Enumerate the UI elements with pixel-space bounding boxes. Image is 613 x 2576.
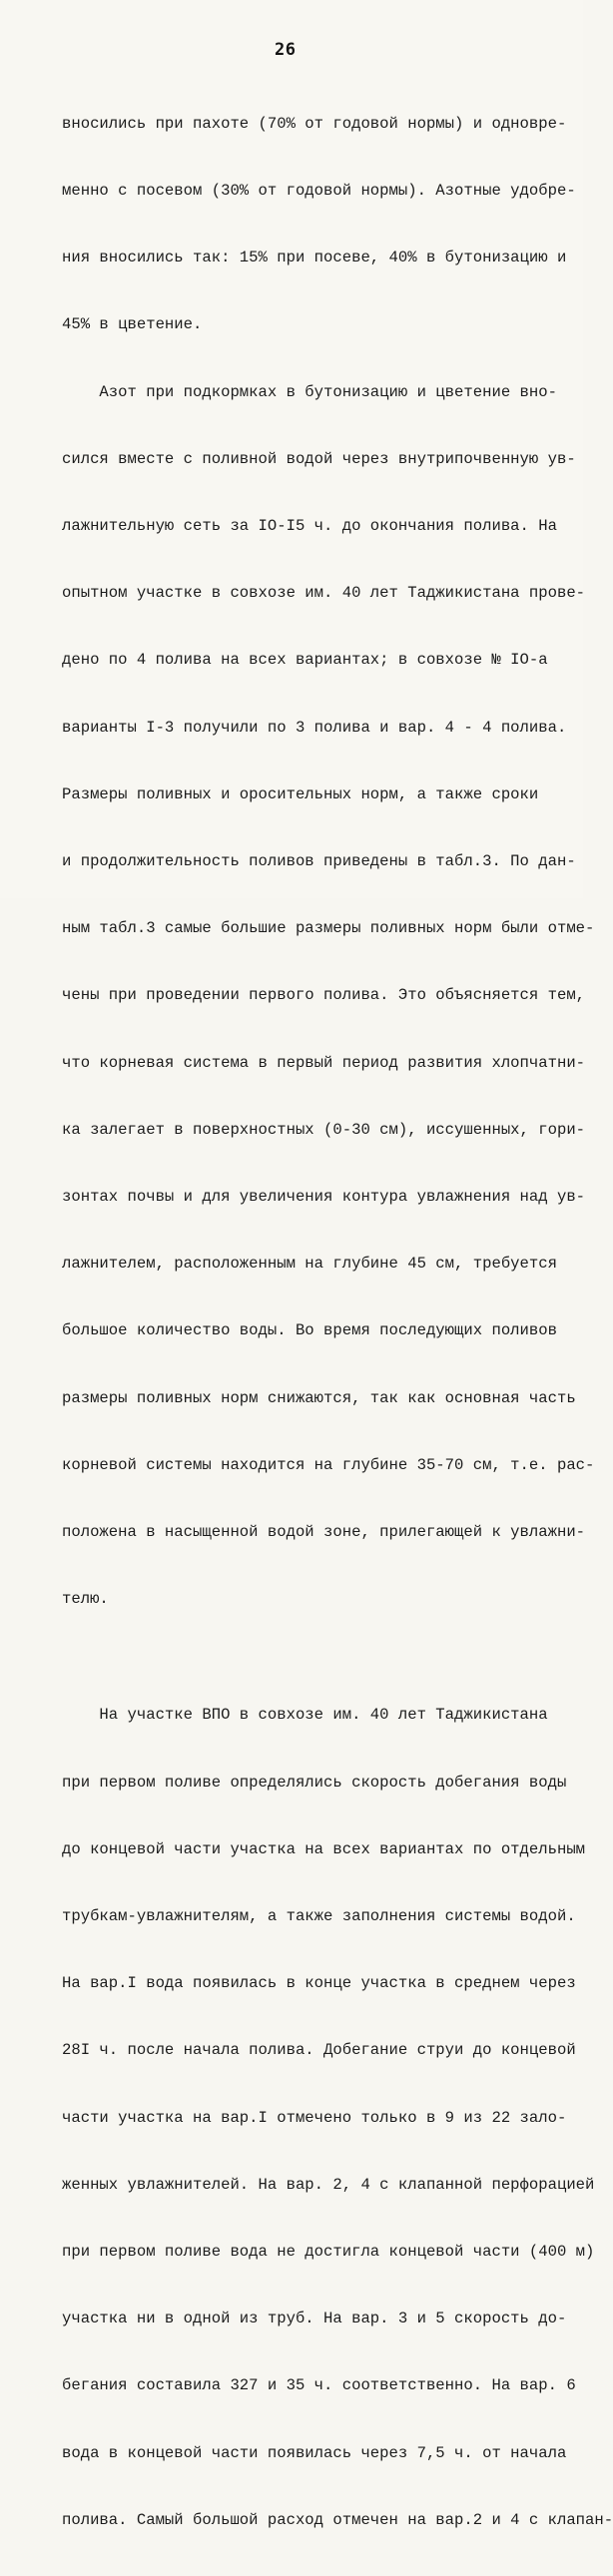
- text-line: трубкам-увлажнителям, а также заполнения системы водой.: [62, 1906, 576, 1925]
- text-line: На вар.I вода появилась в конце участка в среднем через: [62, 1974, 576, 1993]
- text-line: и продолжительность поливов приведены в табл.3. По дан-: [62, 852, 576, 871]
- text-line: 45% в цветение.: [62, 315, 203, 334]
- text-line: ным табл.3 самые большие размеры поливных норм были отме-: [62, 919, 595, 938]
- text-line: Азот при подкормках в бутонизацию и цветение вно-: [62, 382, 557, 401]
- text-line: лажнительную сеть за IO-I5 ч. до окончания полива. На: [62, 517, 557, 536]
- text-line: до концевой части участка на всех вариантах по отдельным: [62, 1839, 586, 1858]
- text-line: при первом поливе определялись скорость добегания воды: [62, 1773, 567, 1792]
- text-line: бегания составила 327 и 35 ч. соответственно. На вар. 6: [62, 2376, 576, 2395]
- text-line: 28I ч. после начала полива. Добегание струи до концевой: [62, 2041, 576, 2060]
- text-line: зонтах почвы и для увеличения контура увлажнения над ув-: [62, 1188, 586, 1207]
- text-line: Размеры поливных и оросительных норм, а также сроки: [62, 784, 539, 803]
- page-number: 26: [275, 40, 297, 60]
- text-line: положена в насыщенной водой зоне, прилегающей к увлажни-: [62, 1523, 586, 1542]
- text-line: На участке ВПО в совхозе им. 40 лет Таджикистана: [62, 1706, 548, 1725]
- text-line: при первом поливе вода не достигла концевой части (400 м): [62, 2242, 595, 2261]
- text-line: варианты I-3 получили по 3 полива и вар. 4 - 4 полива.: [62, 718, 567, 737]
- text-line: большое количество воды. Во время последующих поливов: [62, 1321, 557, 1340]
- text-line: корневой системы находится на глубине 35-70 см, т.е. рас-: [62, 1455, 595, 1474]
- text-line: ка залегает в поверхностных (0-30 см), иссушенных, гори-: [62, 1120, 586, 1139]
- text-line: размеры поливных норм снижаются, так как основная часть: [62, 1388, 576, 1407]
- text-line: что корневая система в первый период развития хлопчатни-: [62, 1053, 586, 1072]
- text-line: полива. Самый большой расход отмечен на вар.2 и 4 с клапан-: [62, 2510, 613, 2529]
- text-line: вода в концевой части появилась через 7,5 ч. от начала: [62, 2443, 567, 2462]
- paragraph-gap: [62, 1655, 561, 1659]
- text-line: менно с посевом (30% от годовой нормы). Азотные удобре-: [62, 182, 576, 201]
- text-line: лажнителем, расположенным на глубине 45 см, требуется: [62, 1255, 557, 1274]
- text-line: сился вместе с поливной водой через внутрипочвенную ув-: [62, 449, 576, 468]
- text-line: части участка на вар.I отмечено только в 9 из 22 зало-: [62, 2108, 567, 2127]
- body-text: [62, 68, 613, 2576]
- text-line: опытном участке в совхозе им. 40 лет Таджикистана прове-: [62, 584, 586, 603]
- text-line: участка ни в одной из труб. На вар. 3 и 5 скорость до-: [62, 2310, 567, 2328]
- text-line: чены при проведении первого полива. Это объясняется тем,: [62, 986, 586, 1005]
- text-line: телю.: [62, 1590, 109, 1609]
- text-line: женных увлажнителей. На вар. 2, 4 с клапанной перфорацией: [62, 2175, 595, 2194]
- text-line: ния вносились так: 15% при посеве, 40% в бутонизацию и: [62, 249, 567, 267]
- text-line: вносились при пахоте (70% от годовой нормы) и одновре-: [62, 114, 567, 133]
- text-line: дено по 4 полива на всех вариантах; в совхозе № IO-а: [62, 651, 548, 670]
